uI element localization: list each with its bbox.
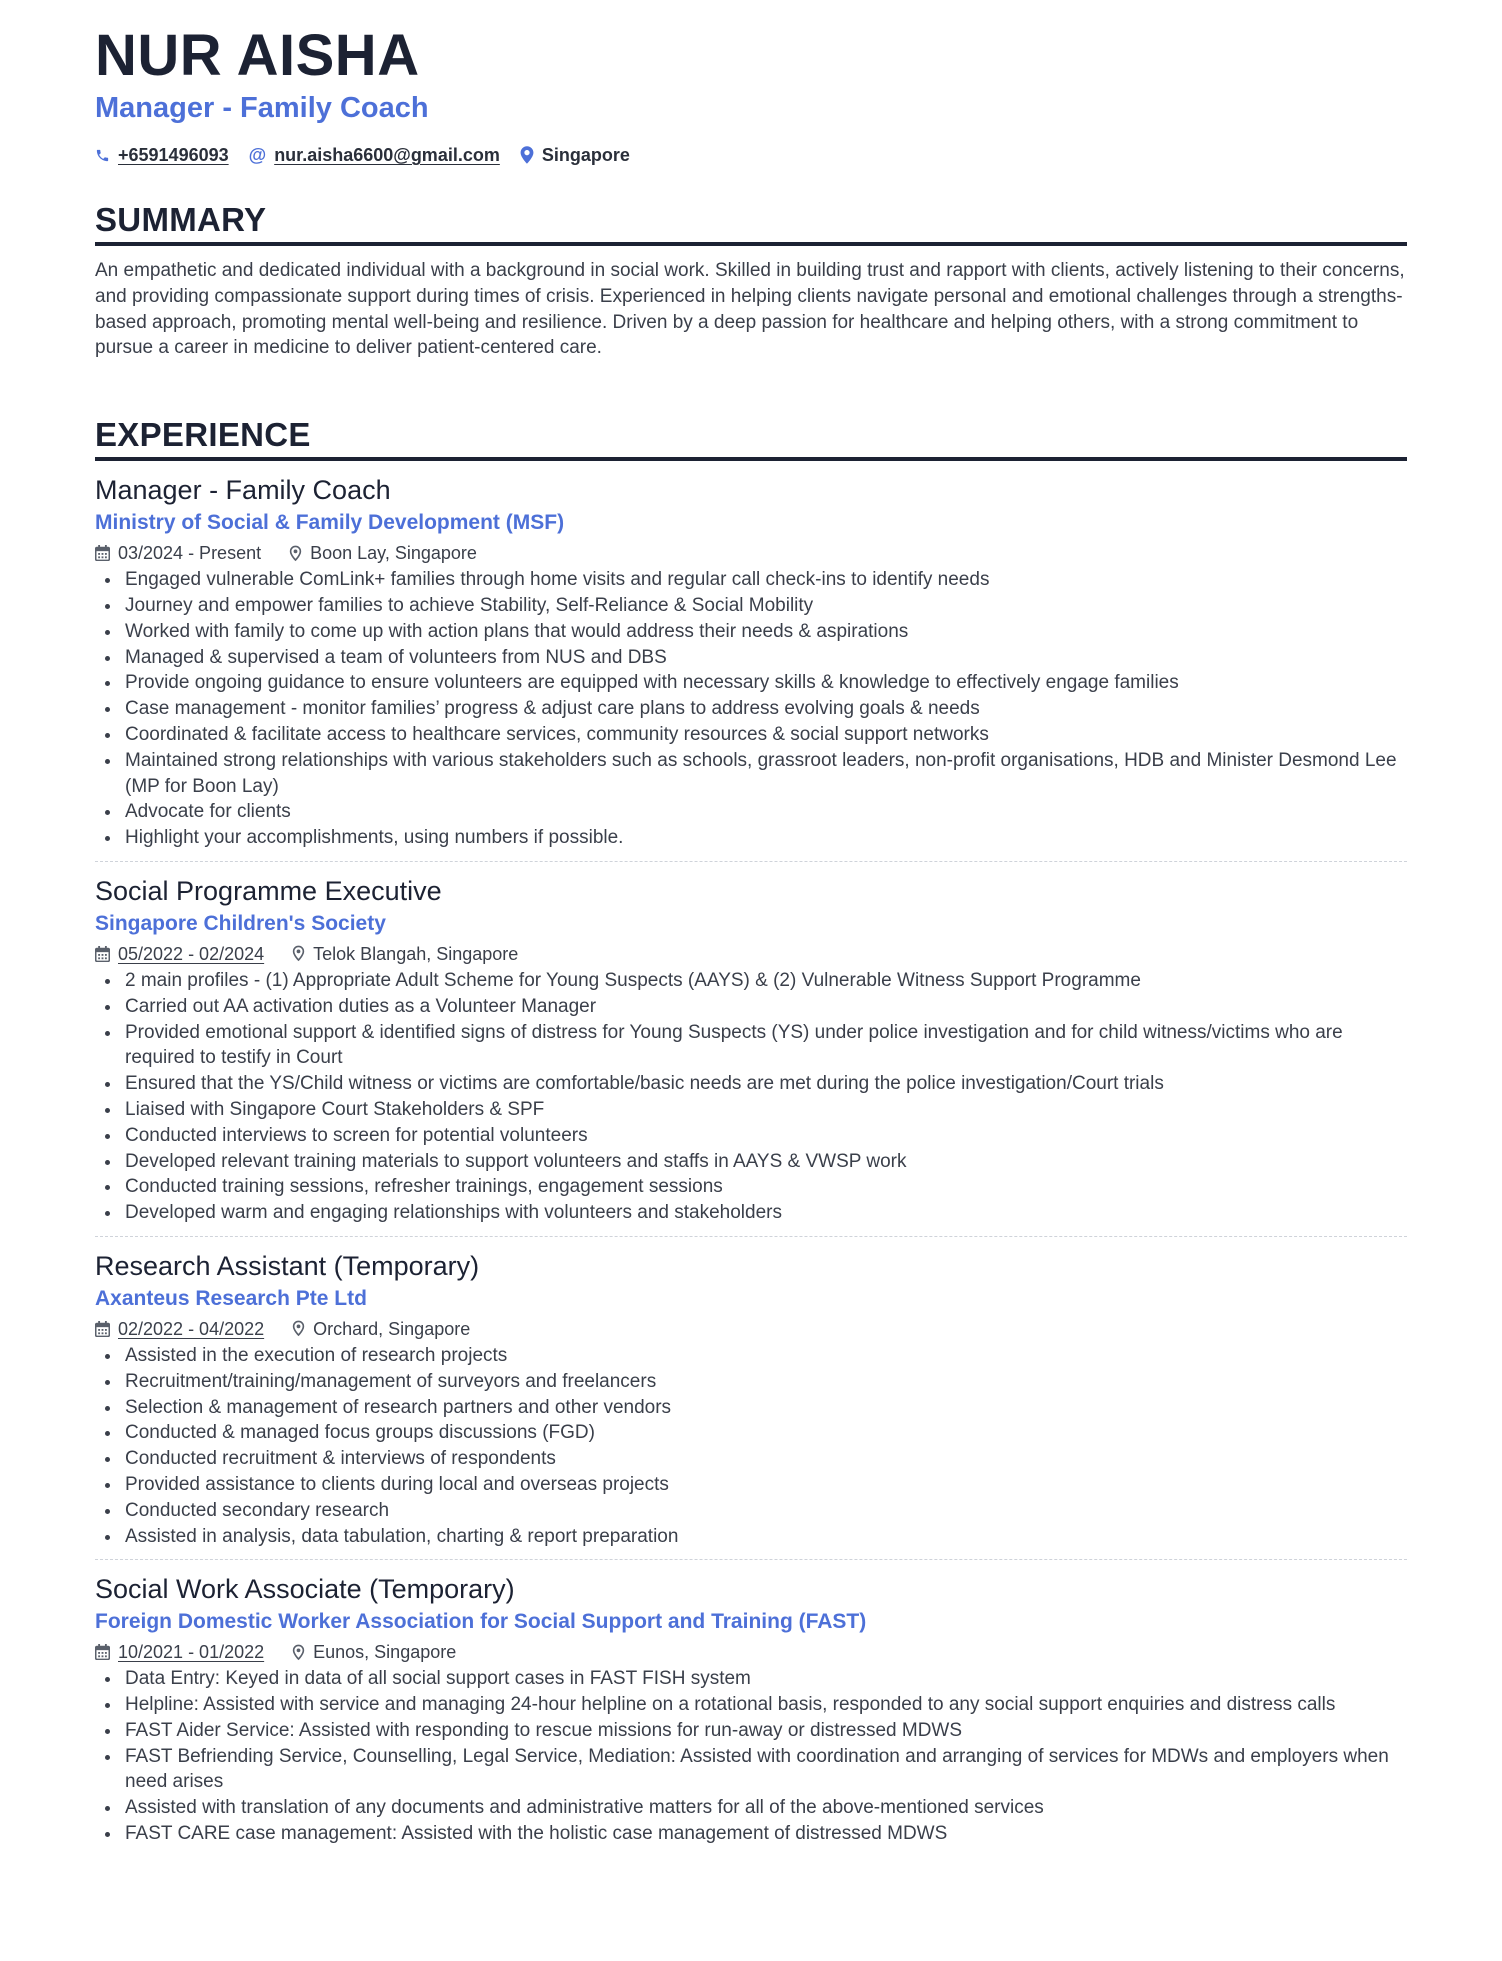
contact-bar: [95, 142, 1407, 168]
email-address[interactable]: nur.aisha6600@gmail.com: [274, 145, 500, 165]
candidate-name: NUR AISHA: [95, 23, 420, 88]
map-pin-icon: [292, 1320, 305, 1337]
job-bullet: Conducted training sessions, refresher trainings, engagement sessions: [125, 1174, 1407, 1200]
job-bullets: [95, 1343, 1407, 1549]
job-bullet: Liaised with Singapore Court Stakeholders & SPF: [125, 1097, 1407, 1123]
job-bullets: [95, 567, 1407, 851]
job-bullet: Data Entry: Keyed in data of all social support cases in FAST FISH system: [125, 1666, 1407, 1692]
phone-icon: [95, 148, 110, 163]
job-bullet: Conducted secondary research: [125, 1498, 1407, 1524]
resume-page: [95, 0, 1407, 1857]
job-location-text: Telok Blangah, Singapore: [313, 943, 519, 964]
job-title: Social Work Associate (Temporary): [95, 1574, 515, 1605]
job-location: [289, 541, 477, 565]
job-dates-text: 02/2022 - 04/2022: [118, 1318, 265, 1339]
location-text: Singapore: [541, 145, 630, 165]
summary-heading: SUMMARY: [95, 201, 267, 238]
job-bullet: Selection & management of research partners and other vendors: [125, 1395, 1407, 1421]
job-bullet: Provide ongoing guidance to ensure volunteers are equipped with necessary skills & knowledge to effectively engage families: [125, 670, 1407, 696]
job-location: [292, 942, 518, 966]
job-meta: [95, 1640, 1407, 1664]
job-dates: [95, 541, 261, 565]
job-bullet: Developed warm and engaging relationships with volunteers and stakeholders: [125, 1200, 1407, 1226]
calendar-icon: [95, 1321, 110, 1337]
phone-number[interactable]: +6591496093: [118, 145, 229, 165]
contact-location: [520, 142, 630, 168]
job-bullet: Maintained strong relationships with various stakeholders such as schools, grassroot leaders, non-profit organisations, HDB and Minister Desmond Lee (MP for Boon Lay): [125, 748, 1407, 800]
calendar-icon: [95, 1644, 110, 1660]
map-pin-icon: [292, 945, 305, 962]
contact-email[interactable]: [249, 142, 500, 168]
job-entry: [95, 861, 1407, 1236]
job-dates-text: 03/2024 - Present: [118, 543, 262, 564]
job-bullet: Managed & supervised a team of volunteers from NUS and DBS: [125, 645, 1407, 671]
company-name: Ministry of Social & Family Development (MSF): [95, 511, 565, 535]
candidate-title: Manager - Family Coach: [95, 92, 429, 124]
map-pin-icon: [520, 146, 534, 164]
experience-heading: EXPERIENCE: [95, 416, 311, 454]
job-bullet: Highlight your accomplishments, using numbers if possible.: [125, 825, 1407, 851]
summary-text: An empathetic and dedicated individual with a background in social work. Skilled in building trust and rapport with clients, actively listening to their concerns, and providing compassionate support during times of crisis. Experienced in helping clients navigate personal and emotional challenges through a strengths-based approach, promoting mental well-being and resilience. Driven by a deep passion for healthcare and helping others, with a strong commitment to pursue a career in medicine to deliver patient-centered care.: [95, 260, 1405, 359]
job-bullet: Journey and empower families to achieve Stability, Self-Reliance & Social Mobility: [125, 593, 1407, 619]
job-bullet: FAST CARE case management: Assisted with the holistic case management of distressed MDWS: [125, 1821, 1407, 1847]
job-bullet: Engaged vulnerable ComLink+ families through home visits and regular call check-ins to identify needs: [125, 567, 1407, 593]
job-bullet: Assisted in analysis, data tabulation, charting & report preparation: [125, 1524, 1407, 1550]
job-dates-text: 05/2022 - 02/2024: [118, 943, 265, 964]
job-title: Social Programme Executive: [95, 875, 442, 906]
job-bullet: Conducted interviews to screen for potential volunteers: [125, 1123, 1407, 1149]
job-bullet: Assisted in the execution of research projects: [125, 1343, 1407, 1369]
job-bullet: Case management - monitor families’ progress & adjust care plans to address evolving goals & needs: [125, 696, 1407, 722]
experience-list: [95, 461, 1407, 1857]
company-name: Foreign Domestic Worker Association for Social Support and Training (FAST): [95, 1610, 867, 1634]
job-bullet: Recruitment/training/management of surveyors and freelancers: [125, 1369, 1407, 1395]
job-location: [292, 1640, 456, 1664]
job-bullet: Advocate for clients: [125, 799, 1407, 825]
job-meta: [95, 942, 1407, 966]
job-bullet: Conducted recruitment & interviews of respondents: [125, 1446, 1407, 1472]
job-location-text: Eunos, Singapore: [313, 1642, 457, 1663]
job-bullet: Provided assistance to clients during local and overseas projects: [125, 1472, 1407, 1498]
job-meta: [95, 1317, 1407, 1341]
job-bullet: Conducted & managed focus groups discussions (FGD): [125, 1420, 1407, 1446]
job-bullet: Coordinated & facilitate access to healthcare services, community resources & social support networks: [125, 722, 1407, 748]
at-icon: @: [248, 145, 267, 165]
job-entry: [95, 461, 1407, 861]
job-title: Research Assistant (Temporary): [95, 1250, 480, 1281]
job-bullet: 2 main profiles - (1) Appropriate Adult Scheme for Young Suspects (AAYS) & (2) Vulnerable Witness Support Programme: [125, 968, 1407, 994]
job-dates: [95, 1640, 264, 1664]
job-dates-text: 10/2021 - 01/2022: [118, 1642, 265, 1663]
job-location-text: Boon Lay, Singapore: [310, 543, 477, 564]
contact-phone[interactable]: [95, 142, 229, 168]
job-entry: [95, 1236, 1407, 1559]
job-meta: [95, 541, 1407, 565]
job-location-text: Orchard, Singapore: [313, 1318, 471, 1339]
map-pin-icon: [292, 1644, 305, 1661]
job-location: [292, 1317, 470, 1341]
job-bullet: Developed relevant training materials to support volunteers and staffs in AAYS & VWSP work: [125, 1149, 1407, 1175]
job-bullet: Assisted with translation of any documents and administrative matters for all of the above-mentioned services: [125, 1795, 1407, 1821]
map-pin-icon: [289, 545, 302, 562]
calendar-icon: [95, 946, 110, 962]
job-bullets: [95, 1666, 1407, 1847]
company-name: Singapore Children's Society: [95, 911, 386, 935]
job-bullet: Helpline: Assisted with service and managing 24-hour helpline on a rotational basis, responded to any social support enquiries and distress calls: [125, 1692, 1407, 1718]
job-bullet: Provided emotional support & identified signs of distress for Young Suspects (YS) under police investigation and for child witness/victims who are required to testify in Court: [125, 1020, 1407, 1072]
job-dates: [95, 942, 264, 966]
job-bullet: FAST Befriending Service, Counselling, Legal Service, Mediation: Assisted with coordination and arranging of services for MDWs and employers when need arises: [125, 1744, 1407, 1796]
job-bullets: [95, 968, 1407, 1226]
job-bullet: Carried out AA activation duties as a Volunteer Manager: [125, 994, 1407, 1020]
calendar-icon: [95, 545, 110, 561]
company-name: Axanteus Research Pte Ltd: [95, 1286, 367, 1310]
summary-divider: [95, 242, 1407, 246]
job-entry: [95, 1559, 1407, 1857]
job-bullet: Worked with family to come up with action plans that would address their needs & aspirations: [125, 619, 1407, 645]
job-dates: [95, 1317, 264, 1341]
job-bullet: Ensured that the YS/Child witness or victims are comfortable/basic needs are met during the police investigation/Court trials: [125, 1071, 1407, 1097]
job-title: Manager - Family Coach: [95, 475, 391, 506]
job-bullet: FAST Aider Service: Assisted with responding to rescue missions for run-away or distressed MDWS: [125, 1718, 1407, 1744]
